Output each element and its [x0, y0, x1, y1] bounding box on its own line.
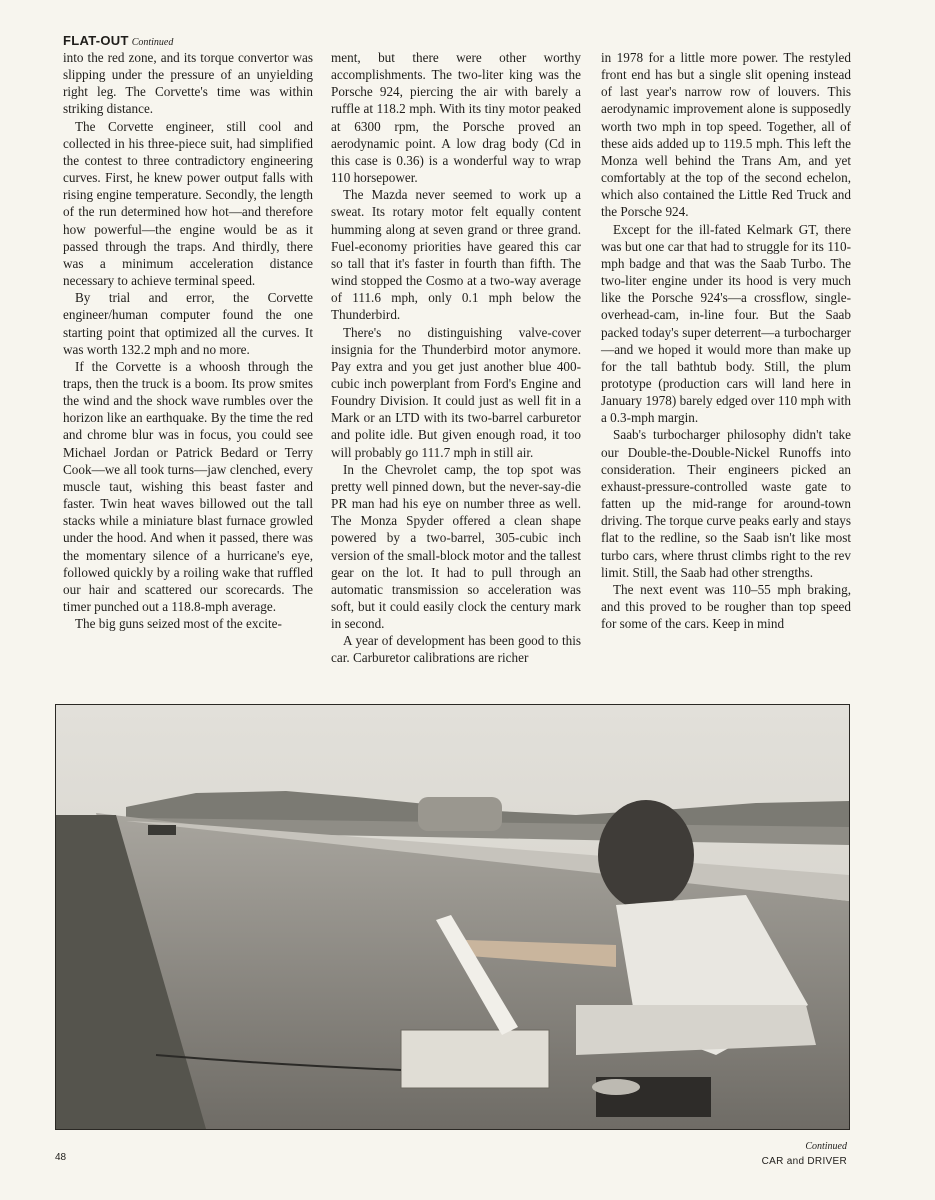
paragraph: ment, but there were other worthy accomplishments. The two-liter king was the Porsche 924, piercing the air with barely a ruffle at 118.2 mph. With its tiny motor peaked at 6300 rpm, the Porsche proved an aerodynamic point. A low drag body (Cd in this case is 0.36) is a wonderful way to wrap 110 horsepower.	[331, 50, 581, 186]
continued-label: Continued	[131, 37, 174, 48]
paragraph: By trial and error, the Corvette engineer/human computer found the one starting point that optimized all the curves. It was worth 132.2 mph and no more.	[63, 290, 313, 357]
text-column-2	[331, 49, 581, 667]
paragraph: The big guns seized most of the excite-	[75, 616, 282, 632]
page-number: 48	[55, 1152, 67, 1163]
footer-continued: Continued	[805, 1141, 847, 1152]
paragraph: The next event was 110–55 mph braking, and this proved to be rougher than top speed for some of the cars. Keep in mind	[601, 581, 851, 632]
roadside-timing-photo	[55, 704, 850, 1130]
paragraph: into the red zone, and its torque convertor was slipping under the pressure of an unyielding right leg. The Corvette's time was within striking distance.	[63, 50, 313, 117]
roadside-object	[148, 825, 176, 835]
man-head	[598, 800, 694, 910]
paragraph: Except for the ill-fated Kelmark GT, there was but one car that had to struggle for its 110-mph badge and that was the Saab Turbo. The two-liter engine under its hood is very much like the Porsche 924's—a crossflow, single-overhead-cam, in-line four. But the Saab packed today's super deterrent—a turbocharger—and we hoped it would more than make up for the tall bathtub body. Still, the plum prototype (production cars will land here in January 1978) barely edged over 110 mph with a 0.3-mph margin.	[601, 221, 851, 426]
car	[418, 797, 502, 831]
article-kicker: FLAT-OUT	[63, 33, 129, 48]
paragraph: In the Chevrolet camp, the top spot was pretty well pinned down, but the never-say-die PR man had his eye on number three as well. The Monza Spyder offered a clean shape powered by a two-barrel, 305-cubic inch version of the small-block motor and the tallest gear on the lot. It had to pull through an automatic transmission so acceleration was soft, but it could easily clock the century mark in second.	[331, 461, 581, 632]
photo-illustration	[56, 705, 849, 1129]
text-column-1	[63, 49, 313, 632]
paragraph: If the Corvette is a whoosh through the traps, then the truck is a boom. Its prow smites the wind and the shock wave rumbles over the horizon like an earthquake. By the time the red and chrome blur was in focus, you could see Michael Jordan or Patrick Bedard or Terry Cook—we all took turns—jaw clenched, every muscle taut, wishing this beast faster and faster. Twin heat waves billowed out the tall stacks while a miniature blast furnace growled under the hood. And when it passed, there was the momentary silence of a hurricane's eye, followed quickly by a roiling wake that ruffled our hair and scattered our scorecards. The timer punched out a 118.8-mph average.	[63, 358, 313, 614]
paragraph: A year of development has been good to this car. Carburetor calibrations are richer	[331, 633, 581, 666]
stopwatch-case	[592, 1079, 640, 1095]
paragraph: The Mazda never seemed to work up a sweat. Its rotary motor felt equally content humming along at seven grand or three grand. Fuel-economy priorities have geared this car so tall that it's faster in fourth than fifth. The wind stopped the Cosmo at a two-way average of 111.6 mph, only 0.1 mph below the Thunderbird.	[331, 187, 581, 323]
paragraph: The Corvette engineer, still cool and collected in his three-piece suit, had simplified the contest to three contradictory engineering curves. First, he knew power output falls with rising engine temperature. Secondly, the length of the run determined how hot—and therefore how powerful—the engine would be as it passed through the traps. And thirdly, there was a minimum acceleration distance necessary to achieve terminal speed.	[63, 118, 313, 289]
paragraph: in 1978 for a little more power. The restyled front end has but a single slit opening instead of last year's narrow row of louvers. This aerodynamic improvement alone is supposedly worth two mph in top speed. Together, all of these aids added up to 119.5 mph. This left the Monza well behind the Trans Am, and yet comfortably at the top of the second echelon, which also contained the Little Red Truck and the Porsche 924.	[601, 50, 851, 220]
magazine-name: CAR and DRIVER	[761, 1156, 847, 1167]
timing-printer	[401, 1030, 549, 1088]
article-header	[63, 33, 173, 49]
text-column-3	[601, 49, 851, 632]
paragraph: There's no distinguishing valve-cover insignia for the Thunderbird motor anymore. Pay extra and you get just another blue 400-cubic inch powerplant from Ford's Engine and Foundry Division. It could just as well fit in a Mark or an LTD with its two-barrel carburetor and polite idle. But given enough road, it too will probably go 111.7 mph in still air.	[331, 324, 581, 460]
paragraph: Saab's turbocharger philosophy didn't take our Double-the-Double-Nickel Runoffs into consideration. Their engineers picked an exhaust-pressure-controlled waste gate to fatten up the mid-range for around-town driving. The torque curve peaks early and stays flat to the redline, so the Saab isn't like most turbo cars, where thrust climbs right to the rev limit. Still, the Saab had other strengths.	[601, 427, 851, 580]
